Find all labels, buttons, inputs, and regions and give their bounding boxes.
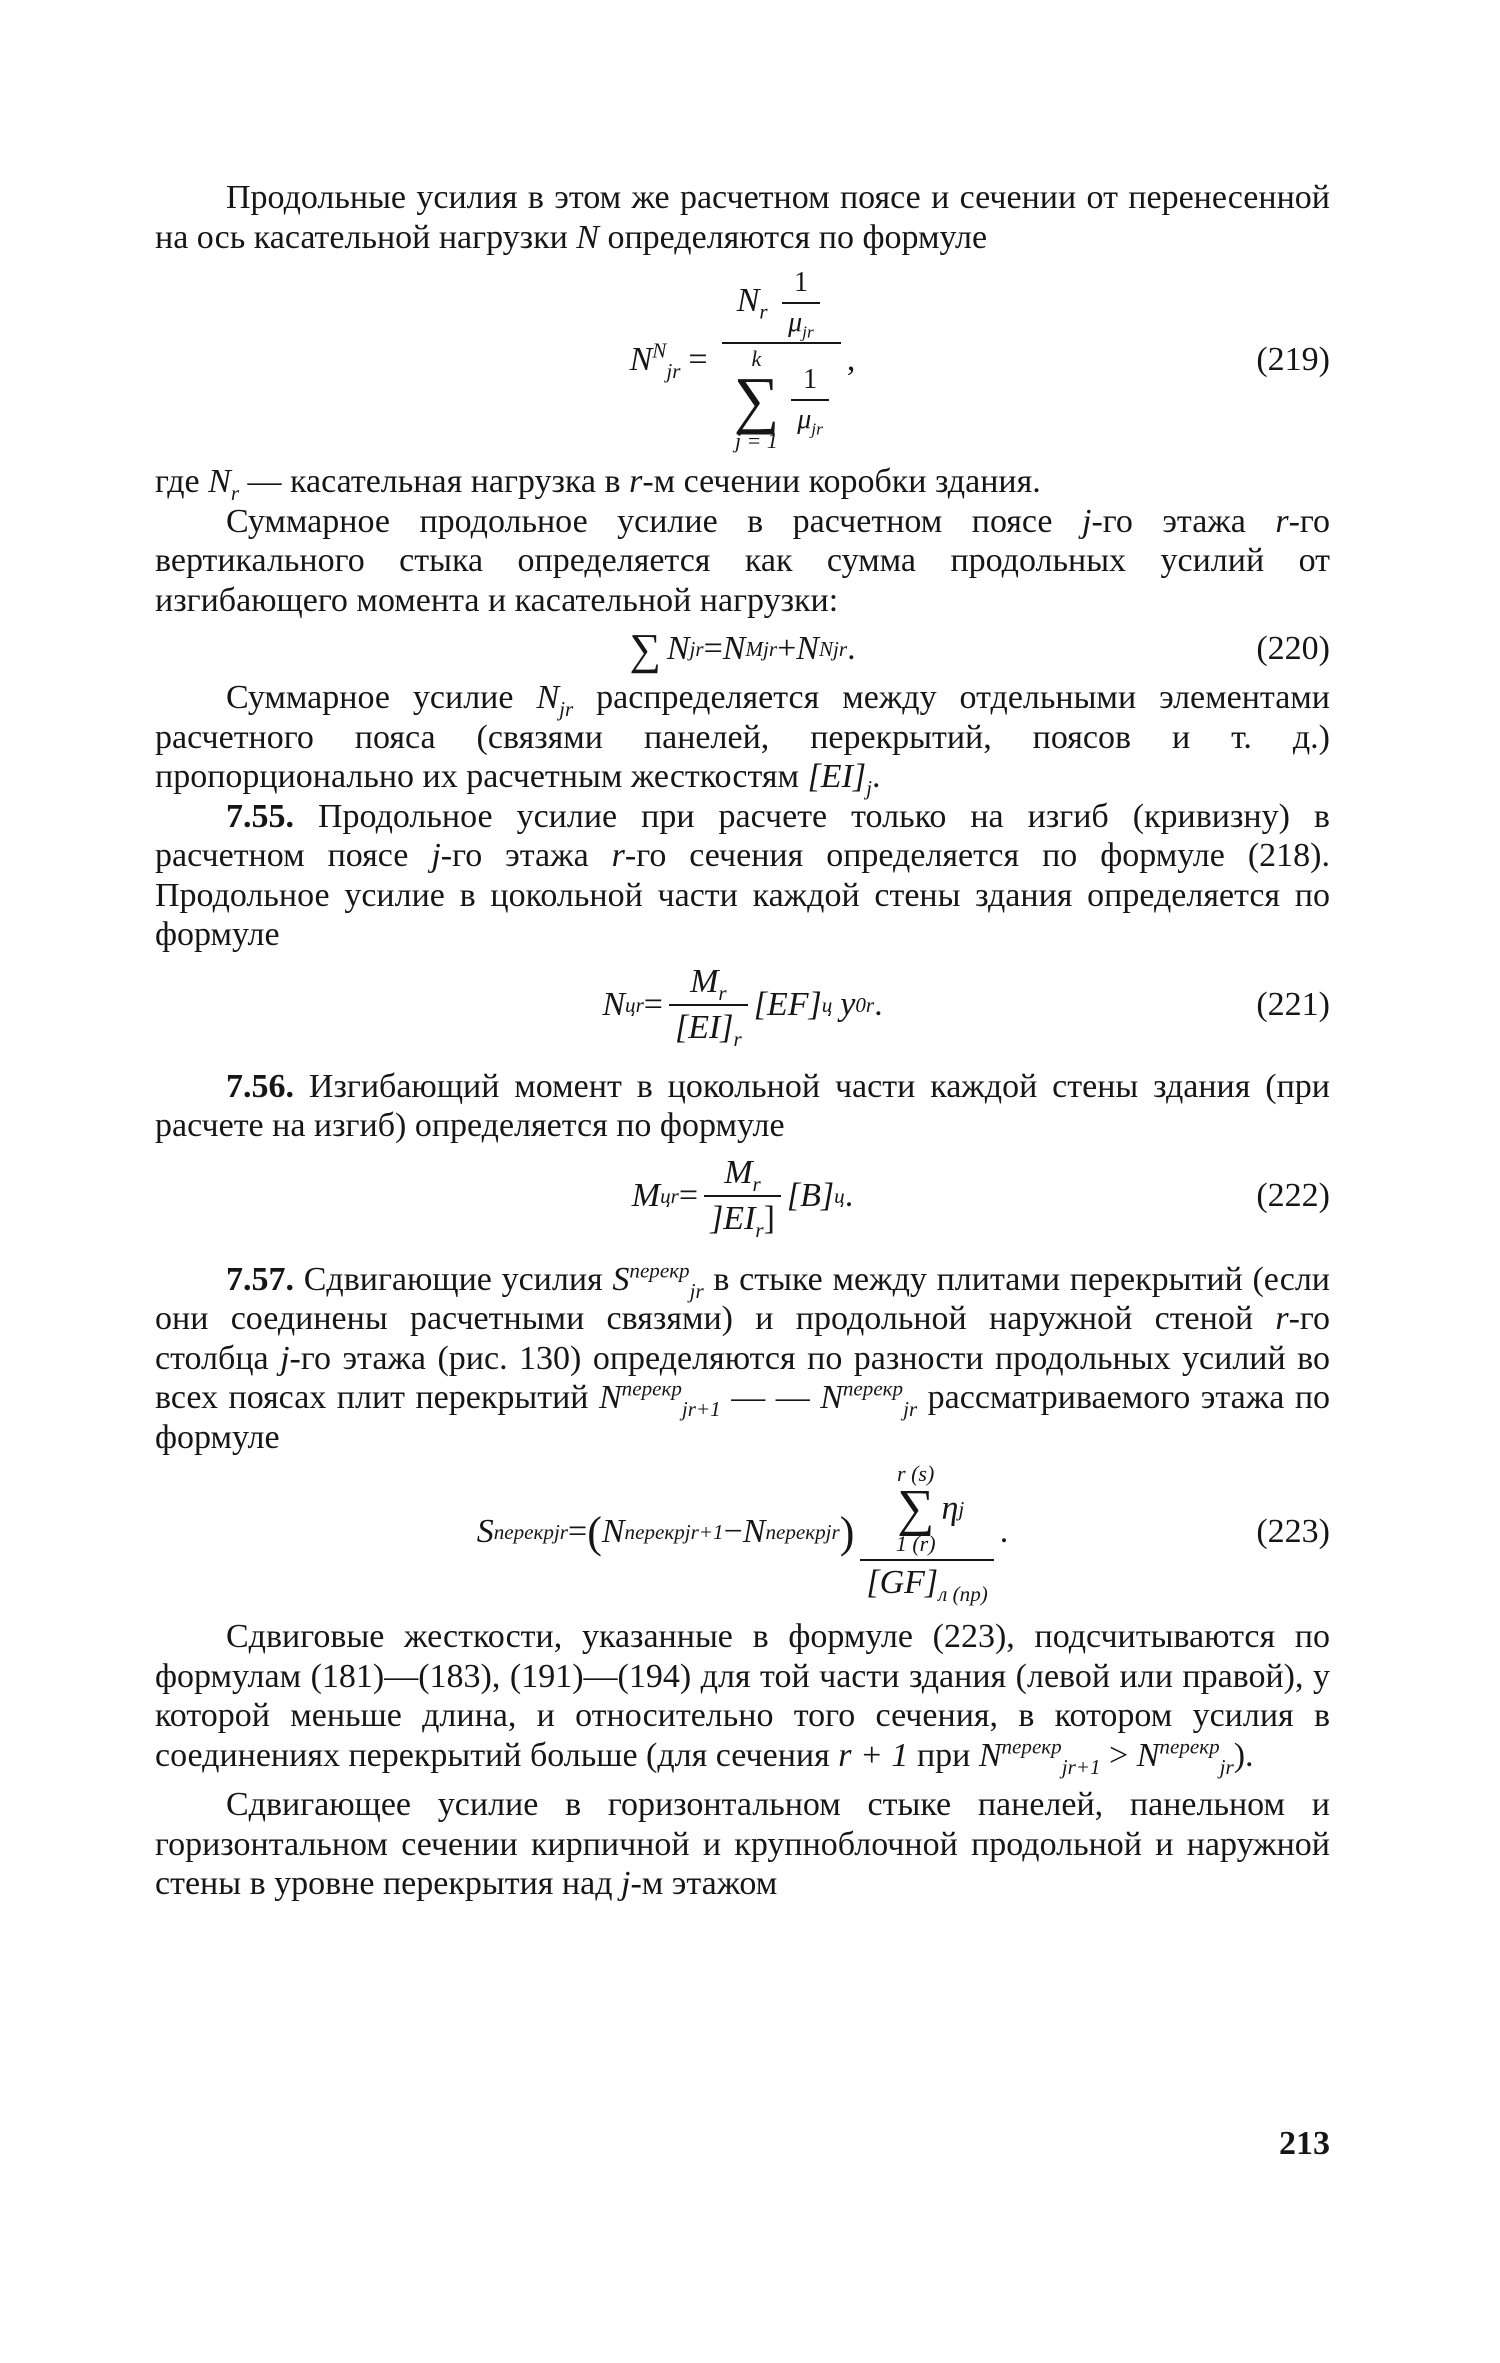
- equation-number: (220): [1256, 630, 1330, 667]
- sum-sign: k ∑ j = 1: [733, 345, 780, 453]
- symbol: N: [576, 218, 599, 256]
- eq219-equals: =: [688, 340, 708, 378]
- equation-220-body: ∑ N jr = N M jr + N N jr .: [629, 624, 856, 674]
- text: определяются по формуле: [598, 218, 988, 256]
- equation-220: [155, 620, 1330, 678]
- paragraph-shear-stiffness: Сдвиговые жесткости, указанные в формуле (223), подсчитываются по формулам (181)—(183), (191)—(194) для той части здания (левой или правой), у которой меньше длина, и относительно того сечения, в котором усилия в соединениях перекрытий больше (для сечения r + 1 при $N^{перекр}_{jr+1} > N^{перекр}_{jr}$).: [155, 1618, 1330, 1779]
- eq219-sum-fraction: $\frac{1}{\mu_{jr}}$: [791, 364, 829, 436]
- equation-number: (222): [1256, 1176, 1330, 1214]
- paragraph-7-55: 7.55. Продольное усилие при расчете только на изгиб (кривизну) в расчетном поясе j-го этажа r-го сечения определяется по формуле (218). Продольное усилие в цокольной части каждой стены здания определяется по формуле: [155, 797, 1330, 953]
- page-number: 213: [1279, 2125, 1330, 2162]
- eq219-denominator: [722, 342, 841, 453]
- comma: ,: [846, 340, 856, 378]
- sum-sign: r (s) ∑ 1 (r): [895, 1461, 936, 1556]
- eq221-fraction: $\frac{M_r}{[EI]_r}$: [669, 963, 748, 1047]
- eq219-main-fraction: [722, 267, 841, 453]
- paragraph-last: Сдвигающее усилие в горизонтальном стыке панелей, панельном и горизонтальном сечении кирпичной и крупноблочной продольной и наружной стены в уровне перекрытия над j-м этажом: [155, 1786, 1330, 1902]
- equation-222: [155, 1146, 1330, 1246]
- equation-221-body: N цr = $\frac{M_r}{[EI]_r}$ [EF] ц y 0r .: [602, 962, 883, 1051]
- equation-number: (219): [1256, 340, 1330, 378]
- paragraph-distribution: Суммарное усилие $N_{jr}$ распределяется между отдельными элементами расчетного пояса (связями панелей, перекрытий, поясов и т. д.) пропорционально их расчетным жесткостям $[EI]_j$.: [155, 679, 1331, 800]
- equation-number: (221): [1256, 985, 1330, 1023]
- eq223-fraction: r (s) ∑ 1 (r) η j $[GF]_{л (пр)}$: [860, 1462, 993, 1602]
- equation-219-body: [155, 257, 1330, 462]
- equation-223: [155, 1457, 1330, 1607]
- page-body: [155, 170, 1330, 1904]
- eq219-lhs: $N^N_{jr}$: [629, 338, 681, 383]
- eq219-inner-fraction: $\frac{1}{\mu_{jr}}$: [782, 267, 820, 339]
- equation-223-body: S перекр jr = ( N перекр jr+1 − N перекр jr ) r (s) ∑ 1 (r) η j $[GF]_{л (пр)}$ .: [476, 1461, 1009, 1606]
- paragraph-7-57: 7.57. Сдвигающие усилия $S^{перекр}_{jr}$ в стыке между плитами перекрытий (если они соединены расчетными связями) и продольной наружной стеной r-го столбца j-го этажа (рис. 130) определяются по разности продольных усилий во всех поясах плит перекрытий $N^{перекр}_{jr+1}$ — — $N^{перекр}_{jr}$ рассматриваемого этажа по формуле: [155, 1258, 1331, 1456]
- paragraph-219-intro: [155, 178, 1330, 257]
- sum-sign: ∑: [629, 624, 661, 674]
- equation-221: [155, 955, 1330, 1055]
- equation-number: (223): [1256, 1513, 1330, 1550]
- where-line: где $N_r$ — касательная нагрузка в r-м сечении коробки здания.: [155, 463, 1041, 505]
- eq219-numerator: $N_r$ $\frac{1}{\mu_{jr}}$: [731, 267, 832, 342]
- eq222-fraction: $\frac{M_r}{]EI_r]}$: [704, 1154, 781, 1238]
- paragraph-7-56: 7.56. Изгибающий момент в цокольной части каждой стены здания (при расчете на изгиб) определяется по формуле: [155, 1067, 1330, 1144]
- text: Продольные усилия в этом же расчетном поясе и сечении от перенесенной на ось касательной нагрузки: [155, 179, 1330, 256]
- paragraph-sum: Суммарное продольное усилие в расчетном поясе j-го этажа r-го вертикального стыка определяется как сумма продольных усилий от изгибающего момента и касательной нагрузки:: [155, 502, 1330, 619]
- equation-219: [155, 257, 1330, 462]
- equation-222-body: M цr = $\frac{M_r}{]EI_r]}$ [B] ц .: [631, 1153, 854, 1242]
